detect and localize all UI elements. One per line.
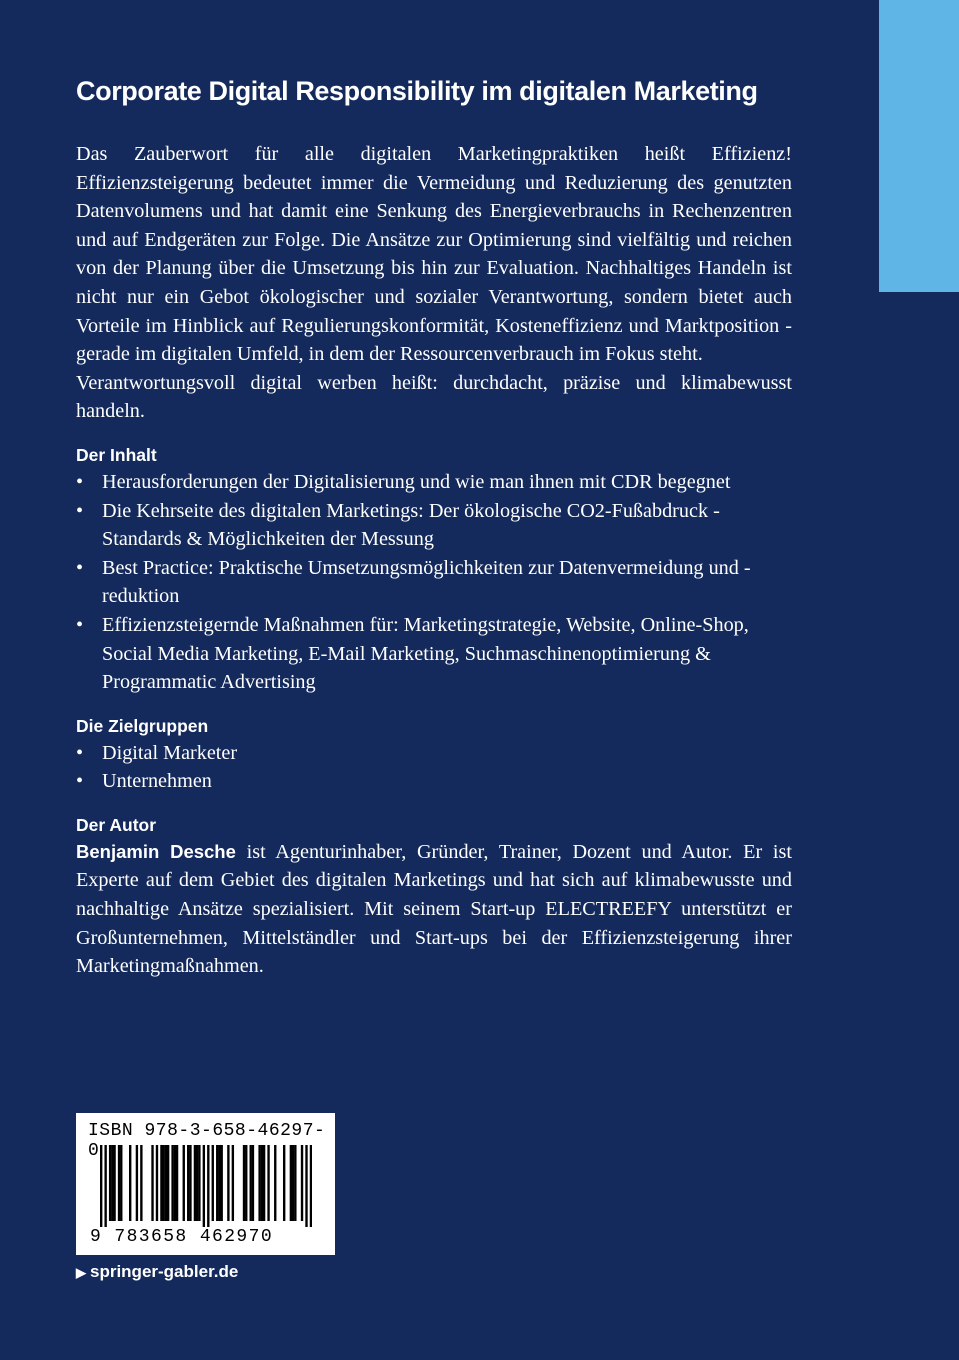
- barcode-bar: [310, 1145, 312, 1227]
- barcode-bar: [207, 1145, 209, 1227]
- barcode-bar: [118, 1145, 120, 1221]
- barcode-bar: [212, 1145, 214, 1221]
- barcode-bar: [171, 1145, 173, 1221]
- barcode-bar: [252, 1145, 254, 1221]
- publisher-link[interactable]: [76, 1262, 238, 1282]
- barcode-bar: [136, 1145, 138, 1221]
- author-bio-text: ist Agenturinhaber, Gründer, Trainer, Dozent und Autor. Er ist Experte auf dem Gebiet des digitalen Marketings und hat sich auf klimabewusste und nachhaltige Ansätze spezialisiert. Mit seinem Start-up ELECTREEFY unterstützt er Großunternehmen, Mittelständler und Start-ups bei der Effizienzsteigerung ihrer Marketingmaßnahmen.: [76, 840, 792, 978]
- barcode-bar: [151, 1145, 153, 1221]
- barcode-bar: [109, 1145, 111, 1221]
- barcode-bar: [113, 1145, 115, 1221]
- section-heading-autor: Der Autor: [76, 814, 157, 835]
- barcode-bars: [100, 1145, 312, 1227]
- barcode-bar: [104, 1145, 106, 1227]
- barcode-bar: [232, 1145, 234, 1221]
- barcode-bar: [189, 1145, 191, 1221]
- book-title: Corporate Digital Responsibility im digitalen Marketing: [76, 76, 758, 106]
- barcode-bar: [261, 1145, 263, 1221]
- barcode-bar: [162, 1145, 164, 1221]
- barcode-bar: [129, 1145, 131, 1221]
- barcode-bar: [196, 1145, 198, 1221]
- intro-paragraph: Das Zauberwort für alle digitalen Marketingpraktiken heißt Effizienz! Effizienzsteigerung bedeutet immer die Vermeidung und Reduzierung des genutzten Datenvolumens und hat damit eine Senkung des Energieverbrauchs in Rechenzentren und auf Endgeräten zur Folge. Die Ansätze zur Optimierung sind vielfältig und reichen von der Planung über die Umsetzung bis hin zur Evaluation. Nachhaltiges Handeln ist nicht nur ein Gebot ökologischer und sozialer Verantwortung, sondern bietet auch Vorteile im Hinblick auf Regulierungskonformität, Kosteneffizienz und Marktposition - gerade im digitalen Umfeld, in dem der Ressourcenverbrauch im Fokus steht.: [76, 143, 792, 366]
- barcode-bar: [160, 1145, 162, 1221]
- barcode-bar: [227, 1145, 229, 1221]
- accent-bar: [879, 0, 959, 292]
- list-item: • Herausforderungen der Digitalisierung und wie man ihnen mit CDR begegnet: [76, 468, 792, 497]
- author-bio: [76, 838, 792, 981]
- section-heading-inhalt: Der Inhalt: [76, 444, 157, 465]
- barcode-bar: [174, 1145, 176, 1221]
- barcode-bar: [305, 1145, 307, 1227]
- barcode-bar: [258, 1145, 260, 1221]
- barcode-bar: [176, 1145, 178, 1221]
- barcode-bar: [245, 1145, 247, 1221]
- intro-paragraph: Verantwortungsvoll digital werben heißt: durchdacht, präzise und klimabewusst handeln.: [76, 371, 792, 423]
- barcode-bar: [183, 1145, 185, 1221]
- barcode-bar: [100, 1145, 102, 1227]
- inhalt-list: [76, 468, 792, 697]
- barcode-bar: [216, 1145, 218, 1221]
- zielgruppen-list: [76, 739, 792, 796]
- barcode-bar: [218, 1145, 220, 1221]
- list-item: • Unternehmen: [76, 767, 792, 796]
- barcode-bar: [221, 1145, 223, 1221]
- barcode-bar: [292, 1145, 294, 1221]
- publisher-link-text: springer-gabler.de: [90, 1262, 239, 1281]
- barcode-bar: [203, 1145, 205, 1227]
- barcode-bar: [120, 1145, 122, 1221]
- list-item: • Effizienzsteigernde Maßnahmen für: Marketingstrategie, Website, Online-Shop, Social Media Marketing, E-Mail Marketing, Suchmaschinenoptimierung & Programmatic Advertising: [76, 611, 792, 697]
- barcode-bar: [156, 1145, 158, 1221]
- barcode-bar: [294, 1145, 296, 1221]
- barcode-bar: [187, 1145, 189, 1221]
- barcode-bar: [111, 1145, 113, 1221]
- isbn-barcode: [76, 1113, 335, 1255]
- barcode-bar: [290, 1145, 292, 1221]
- barcode-bar: [267, 1145, 269, 1221]
- section-heading-zielgruppen: Die Zielgruppen: [76, 715, 209, 736]
- isbn-label: ISBN 978-3-658-46297-0: [88, 1121, 326, 1161]
- play-arrow-icon: ▶: [76, 1265, 86, 1280]
- barcode-bar: [274, 1145, 276, 1221]
- list-item: • Die Kehrseite des digitalen Marketings: Der ökologische CO2-Fußabdruck - Standards & Möglichkeiten der Messung: [76, 497, 792, 554]
- barcode-bar: [194, 1145, 196, 1221]
- barcode-bar: [243, 1145, 245, 1221]
- barcode-bar: [140, 1145, 142, 1221]
- author-name: Benjamin Desche: [76, 840, 236, 862]
- barcode-bar: [165, 1145, 167, 1221]
- intro-text: [76, 140, 792, 426]
- back-cover-content: [76, 72, 792, 981]
- barcode-bar: [263, 1145, 265, 1221]
- list-item: • Best Practice: Praktische Umsetzungsmöglichkeiten zur Datenvermeidung und -reduktion: [76, 554, 792, 611]
- barcode-bar: [301, 1145, 303, 1221]
- barcode-digits: 9 783658 462970: [90, 1227, 274, 1247]
- barcode-bar: [250, 1145, 252, 1221]
- barcode-bar: [283, 1145, 285, 1221]
- list-item: • Digital Marketer: [76, 739, 792, 768]
- barcode-bar: [167, 1145, 169, 1221]
- barcode-bar: [198, 1145, 200, 1221]
